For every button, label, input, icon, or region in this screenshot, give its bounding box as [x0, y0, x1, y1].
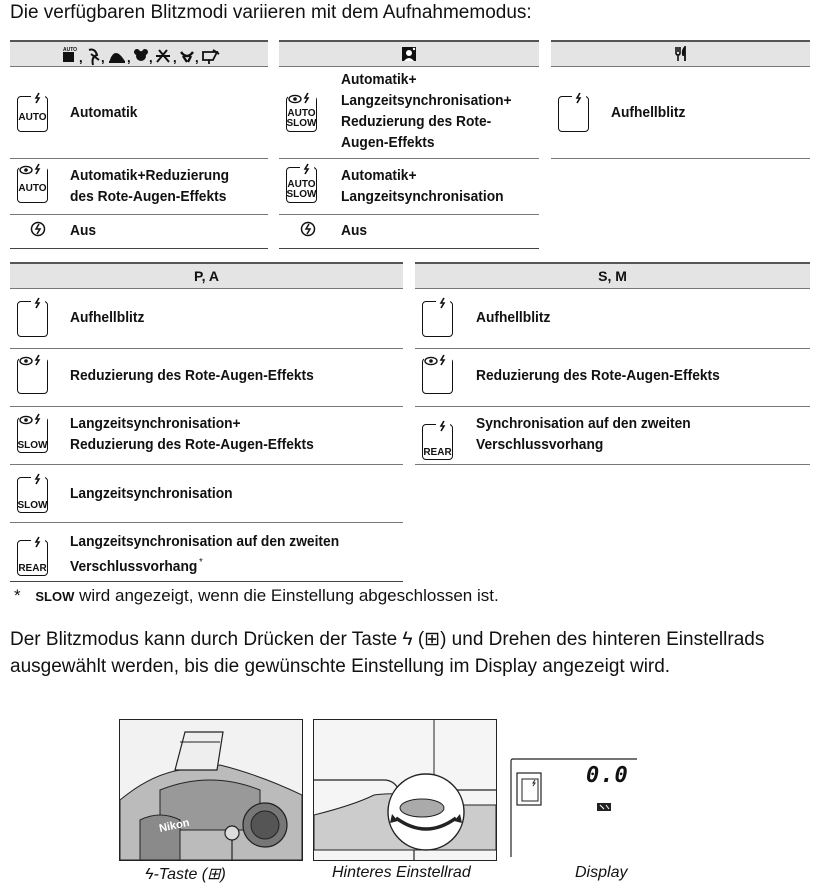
- scene-mode-icons: [49, 46, 229, 66]
- fill-flash-icon: [422, 297, 453, 337]
- mode-label-line2: Reduzierung des Rote-Augen-Effekts: [70, 436, 314, 453]
- auto-flash-icon: [17, 92, 48, 132]
- mode-label-line2: Verschlussvorhang *: [70, 557, 203, 575]
- svg-text:SLOW: SLOW: [286, 118, 317, 129]
- auto-red-eye-flash-icon: [17, 163, 48, 203]
- mode-label-line1: Automatik+Reduzierung: [70, 167, 230, 184]
- mode-label: Reduzierung des Rote-Augen-Effekts: [476, 367, 720, 384]
- svg-text:,: ,: [101, 50, 105, 66]
- fill-flash-icon: [558, 92, 589, 132]
- mode-label-line2: des Rote-Augen-Effekts: [70, 188, 227, 205]
- footnote-code: SLOW: [35, 589, 75, 604]
- instruction-paragraph: Der Blitzmodus kann durch Drücken der Taste ϟ (⊞) und Drehen des hinteren Einstellrads ausgewählt werden, bis die gewünschte Einstellung im Display angezeigt wird.: [10, 629, 765, 677]
- caption-display: Display: [575, 864, 628, 881]
- svg-text:AUTO: AUTO: [287, 108, 316, 119]
- mode-label: Aufhellblitz: [70, 309, 145, 326]
- mode-label: Automatik: [70, 104, 138, 121]
- svg-text:,: ,: [79, 50, 83, 66]
- mode-label: Reduzierung des Rote-Augen-Effekts: [70, 367, 314, 384]
- svg-text:SLOW: SLOW: [17, 500, 48, 511]
- mode-label-line1: Automatik+: [341, 71, 417, 88]
- mode-label-line1: Synchronisation auf den zweiten: [476, 415, 691, 432]
- header-scene-modes: [10, 40, 268, 67]
- mode-label-line2: Langzeitsynchronisation: [341, 188, 504, 205]
- control-panel-display: [509, 757, 639, 859]
- footnote-marker: *: [199, 557, 203, 568]
- mode-label-line3: Reduzierung des Rote-: [341, 113, 492, 130]
- mode-label: Aufhellblitz: [611, 104, 686, 121]
- caption-flash-button: ϟ-Taste (⊞): [145, 866, 226, 883]
- header-s-m: S, M: [415, 262, 810, 289]
- svg-text:AUTO: AUTO: [18, 112, 47, 123]
- mode-label-line2: Verschlussvorhang: [476, 436, 604, 453]
- svg-text:AUTO: AUTO: [63, 47, 78, 54]
- svg-text:AUTO: AUTO: [18, 183, 47, 194]
- red-eye-reduction-icon: [17, 354, 48, 394]
- caption-command-dial: Hinteres Einstellrad: [332, 864, 471, 881]
- svg-text:SLOW: SLOW: [286, 189, 317, 200]
- night-portrait-icon: [401, 46, 417, 62]
- auto-slow-sync-icon: [286, 163, 317, 203]
- header-food-mode: [551, 40, 810, 67]
- intro-text: Die verfügbaren Blitzmodi variieren mit dem Aufnahmemodus:: [10, 2, 532, 23]
- camera-illustration: [119, 719, 303, 861]
- mode-label-line1: Langzeitsynchronisation+: [70, 415, 241, 432]
- command-dial-illustration: [313, 719, 497, 861]
- mode-label-line1: Automatik+: [341, 167, 417, 184]
- mode-label: Langzeitsynchronisation: [70, 485, 233, 502]
- rear-curtain-sync-icon: [422, 420, 453, 460]
- mode-label-line1: Langzeitsynchronisation auf den zweiten: [70, 533, 340, 550]
- rear-curtain-slow-icon: [17, 536, 48, 576]
- slow-red-eye-icon: [17, 413, 48, 453]
- mode-label: Aus: [341, 222, 368, 239]
- mode-label-line2: Langzeitsynchronisation+: [341, 92, 512, 109]
- svg-text:,: ,: [173, 50, 177, 66]
- exposure-compensation-value: 0.0: [586, 763, 629, 788]
- svg-text:,: ,: [195, 50, 199, 66]
- svg-text:,: ,: [127, 50, 131, 66]
- svg-text:REAR: REAR: [18, 563, 47, 574]
- slow-sync-icon: [17, 473, 48, 513]
- mode-label: Aufhellblitz: [476, 309, 551, 326]
- auto-slow-red-eye-icon: [286, 92, 317, 132]
- svg-text:AUTO: AUTO: [287, 179, 316, 190]
- svg-text:,: ,: [149, 50, 153, 66]
- mode-label-line4: Augen-Effekts: [341, 134, 435, 151]
- svg-text:REAR: REAR: [423, 447, 452, 458]
- fill-flash-icon: [17, 297, 48, 337]
- red-eye-reduction-icon: [422, 354, 453, 394]
- flash-off-icon: [300, 221, 316, 242]
- header-portrait-mode: [279, 40, 539, 67]
- header-p-a: P, A: [10, 262, 403, 289]
- flash-off-icon: [30, 221, 46, 242]
- svg-text:SLOW: SLOW: [17, 440, 48, 451]
- footnote: * SLOW wird angezeigt, wenn die Einstellung abgeschlossen ist.: [14, 586, 499, 605]
- fork-knife-icon: [674, 46, 688, 62]
- mode-label: Aus: [70, 222, 97, 239]
- camera-brand: Nikon: [158, 816, 191, 835]
- footnote-text: wird angezeigt, wenn die Einstellung abgeschlossen ist.: [79, 586, 499, 605]
